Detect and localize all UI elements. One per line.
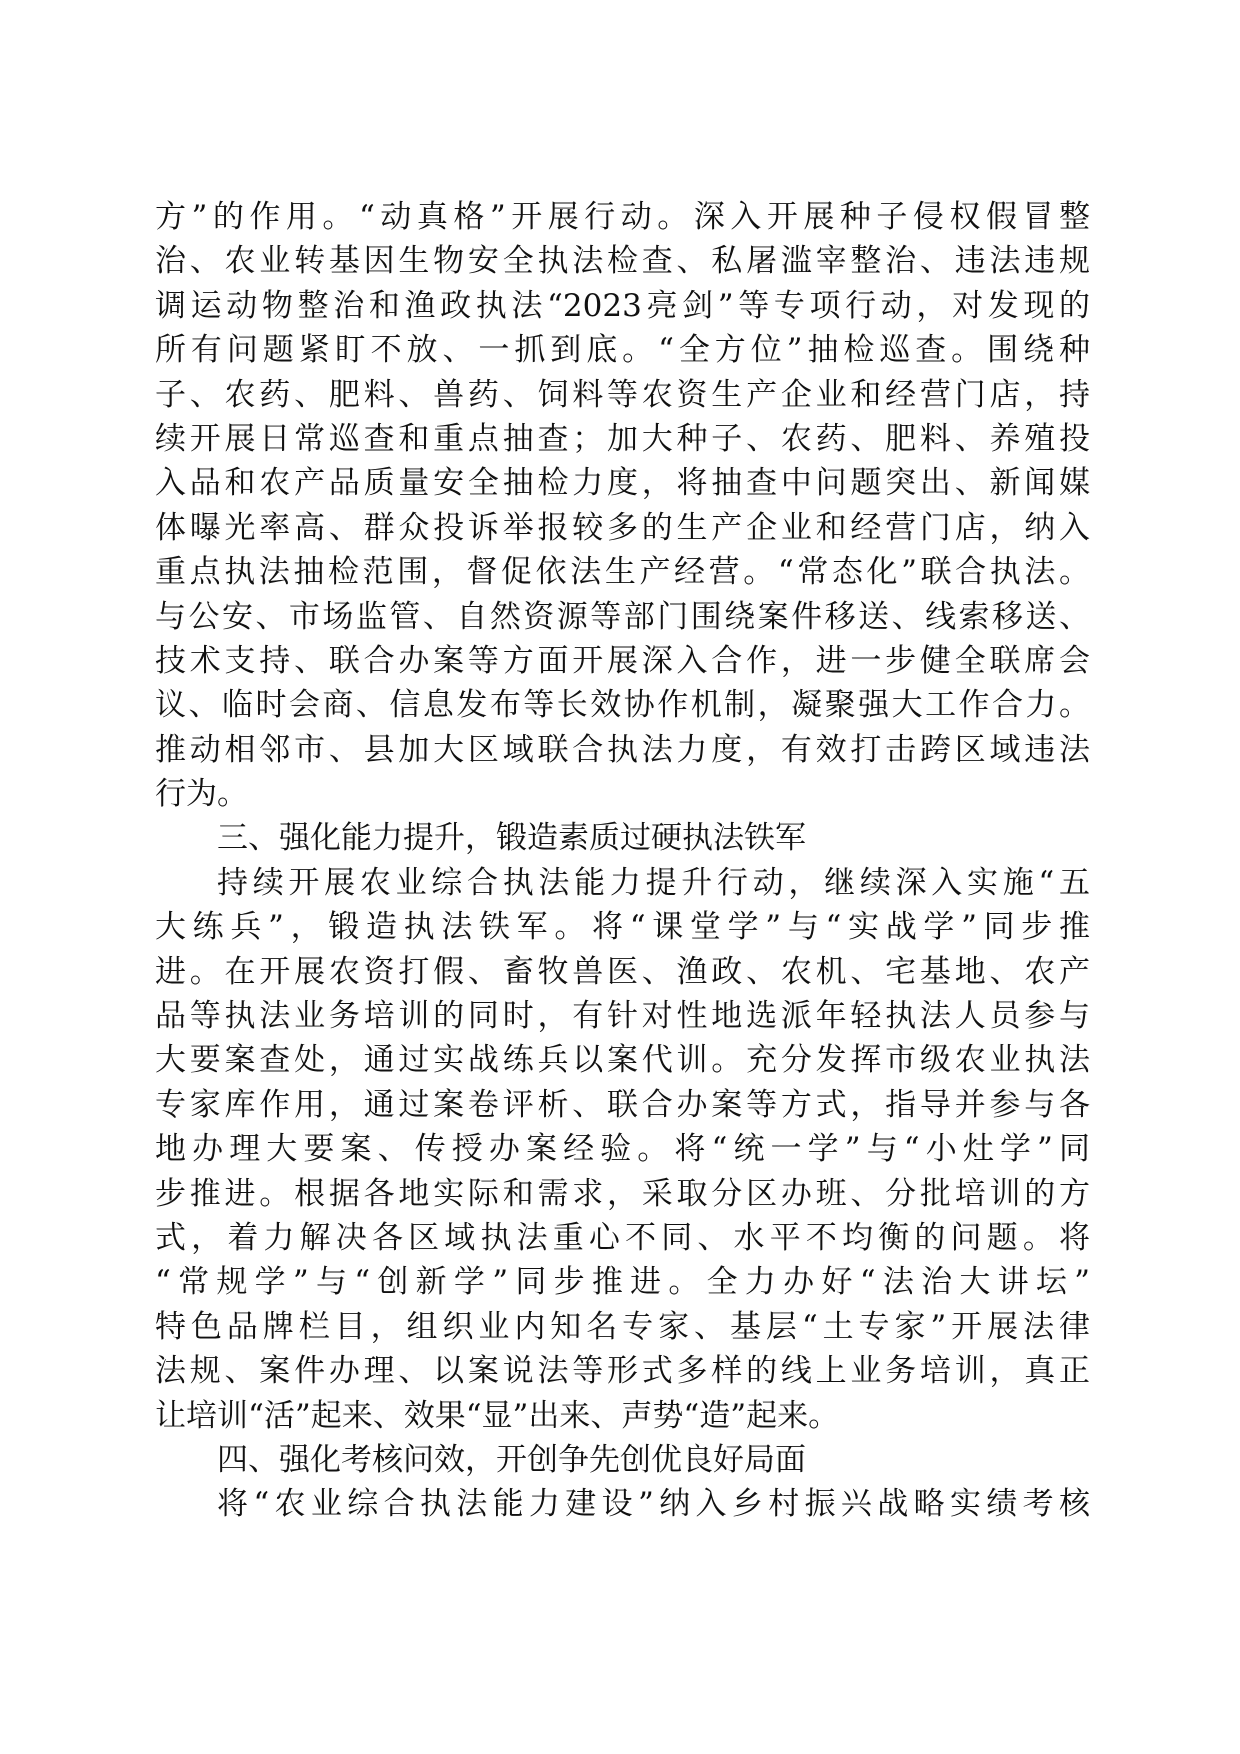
text-line: 入品和农产品质量安全抽检力度，将抽查中问题突出、新闻媒	[155, 465, 1090, 502]
text-line: 续开展日常巡查和重点抽查；加大种子、农药、肥料、养殖投	[155, 420, 1090, 457]
text-line: 所有问题紧盯不放、一抓到底。“全方位”抽检巡查。围绕种	[155, 332, 1090, 369]
text-line: 方”的作用。“动真格”开展行动。深入开展种子侵权假冒整	[155, 199, 1090, 235]
text-line: 调运动物整治和渔政执法“2023亮剑”等专项行动，对发现的	[155, 287, 1090, 324]
text-line: 子、农药、肥料、兽药、饲料等农资生产企业和经营门店，持	[155, 376, 1090, 413]
text-line: 议、临时会商、信息发布等长效协作机制，凝聚强大工作合力。	[155, 687, 1090, 724]
text-line: 治、农业转基因生物安全执法检查、私屠滥宰整治、违法违规	[155, 243, 1090, 280]
text-line: 大练兵”，锻造执法铁军。将“课堂学”与“实战学”同步推	[155, 909, 1090, 946]
section-heading-3: 三、强化能力提升，锻造素质过硬执法铁军	[217, 820, 806, 857]
text-line: 行为。	[155, 776, 248, 813]
text-line: 大要案查处，通过实战练兵以案代训。充分发挥市级农业执法	[155, 1042, 1090, 1079]
text-line: 重点执法抽检范围，督促依法生产经营。“常态化”联合执法。	[155, 554, 1090, 591]
text-line: 推动相邻市、县加大区域联合执法力度，有效打击跨区域违法	[155, 731, 1090, 768]
text-line: 品等执法业务培训的同时，有针对性地选派年轻执法人员参与	[155, 998, 1090, 1035]
text-line: 法规、案件办理、以案说法等形式多样的线上业务培训，真正	[155, 1353, 1090, 1390]
text-line: 体曝光率高、群众投诉举报较多的生产企业和经营门店，纳入	[155, 509, 1090, 546]
text-line: 进。在开展农资打假、畜牧兽医、渔政、农机、宅基地、农产	[155, 953, 1090, 990]
text-line: 让培训“活”起来、效果“显”出来、声势“造”起来。	[155, 1397, 840, 1434]
text-line: 特色品牌栏目，组织业内知名专家、基层“土专家”开展法律	[155, 1308, 1090, 1345]
text-line: 式，着力解决各区域执法重心不同、水平不均衡的问题。将	[155, 1219, 1090, 1256]
section-heading-4: 四、强化考核问效，开创争先创优良好局面	[217, 1441, 806, 1478]
text-line: “常规学”与“创新学”同步推进。全力办好“法治大讲坛”	[155, 1264, 1090, 1301]
document-body	[155, 195, 1090, 1527]
text-line: 将“农业综合执法能力建设”纳入乡村振兴战略实绩考核	[217, 1486, 1090, 1523]
text-line: 专家库作用，通过案卷评析、联合办案等方式，指导并参与各	[155, 1086, 1090, 1123]
text-line: 步推进。根据各地实际和需求，采取分区办班、分批培训的方	[155, 1175, 1090, 1212]
text-line: 与公安、市场监管、自然资源等部门围绕案件移送、线索移送、	[155, 598, 1090, 635]
text-line: 持续开展农业综合执法能力提升行动，继续深入实施“五	[217, 864, 1090, 901]
text-line: 技术支持、联合办案等方面开展深入合作，进一步健全联席会	[155, 642, 1090, 679]
text-line: 地办理大要案、传授办案经验。将“统一学”与“小灶学”同	[155, 1131, 1090, 1168]
